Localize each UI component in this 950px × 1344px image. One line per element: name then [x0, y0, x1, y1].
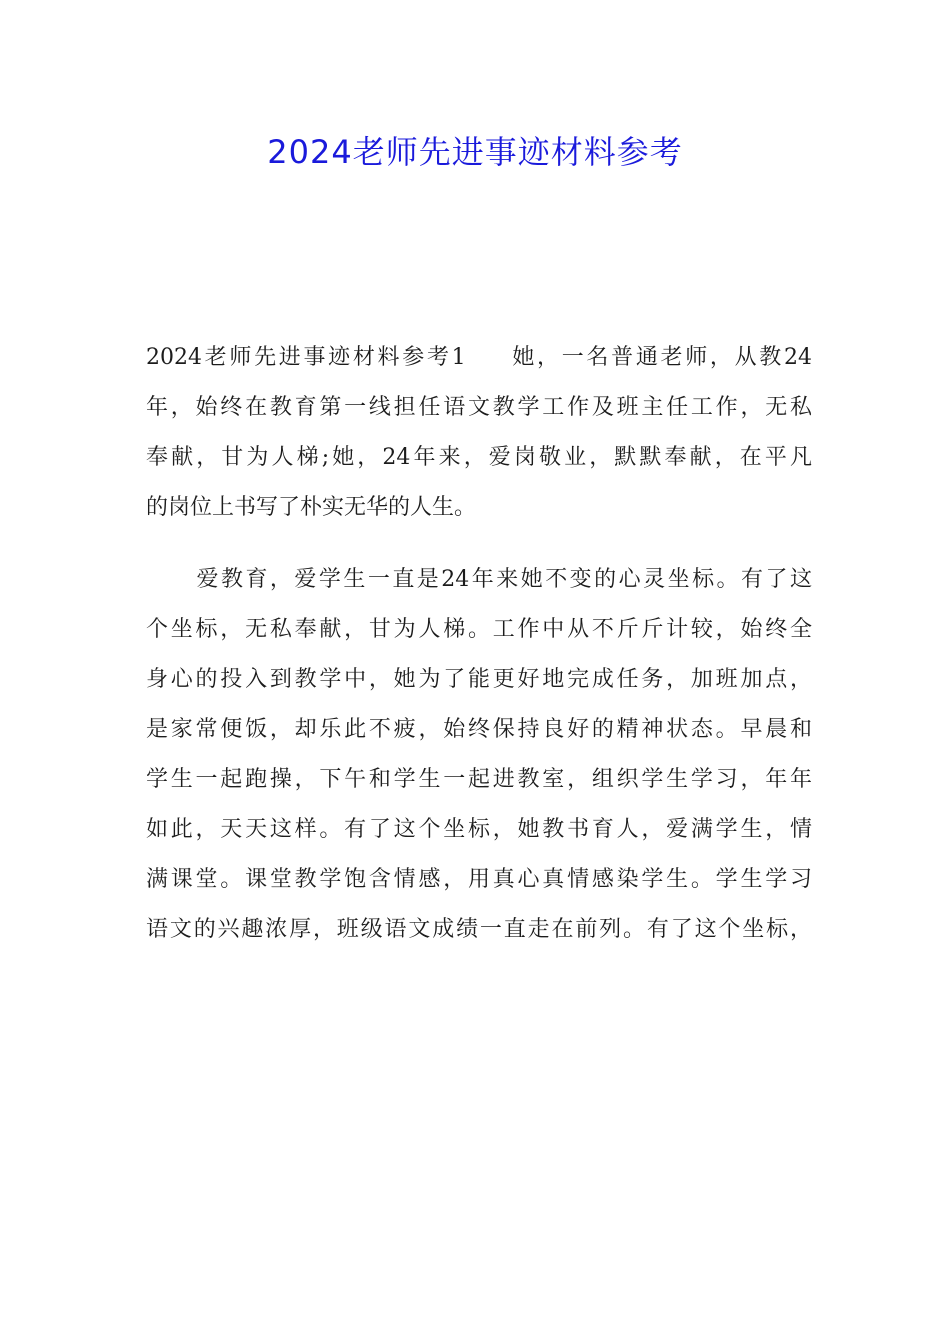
text-line: 如此，天天这样。有了这个坐标，她教书育人，爱满学生，情 [146, 817, 812, 842]
text-line [146, 333, 812, 383]
text-line: 学生一起跑操，下午和学生一起进教室，组织学生学习，年年 [146, 767, 812, 792]
line-text: 爱教育，爱学生一直是24年来她不变的心灵坐标。有了这 [194, 567, 812, 592]
text-line: 奉献，甘为人梯;她，24年来，爱岗敬业，默默奉献，在平凡 [146, 445, 812, 470]
text-line: 满课堂。课堂教学饱含情感，用真心真情感染学生。学生学习 [146, 867, 812, 892]
document-body [146, 333, 812, 955]
text-line: 年，始终在教育第一线担任语文教学工作及班主任工作，无私 [146, 395, 812, 420]
line-text: 她，一名普通老师，从教24 [509, 345, 812, 370]
inline-heading: 2024老师先进事迹材料参考1 [146, 345, 466, 370]
text-line: 身心的投入到教学中，她为了能更好地完成任务，加班加点， [146, 667, 812, 692]
paragraph-1 [146, 333, 812, 533]
text-line: 的岗位上书写了朴实无华的人生。 [146, 495, 477, 520]
text-line: 语文的兴趣浓厚，班级语文成绩一直走在前列。有了这个坐标， [146, 917, 812, 942]
paragraph-2 [146, 555, 812, 955]
text-line: 是家常便饭，却乐此不疲，始终保持良好的精神状态。早晨和 [146, 717, 812, 742]
text-line: 个坐标，无私奉献，甘为人梯。工作中从不斤斤计较，始终全 [146, 617, 812, 642]
document-title: 2024老师先进事迹材料参考 [267, 133, 683, 171]
paragraph-spacer [146, 533, 812, 555]
text-line [146, 555, 812, 605]
